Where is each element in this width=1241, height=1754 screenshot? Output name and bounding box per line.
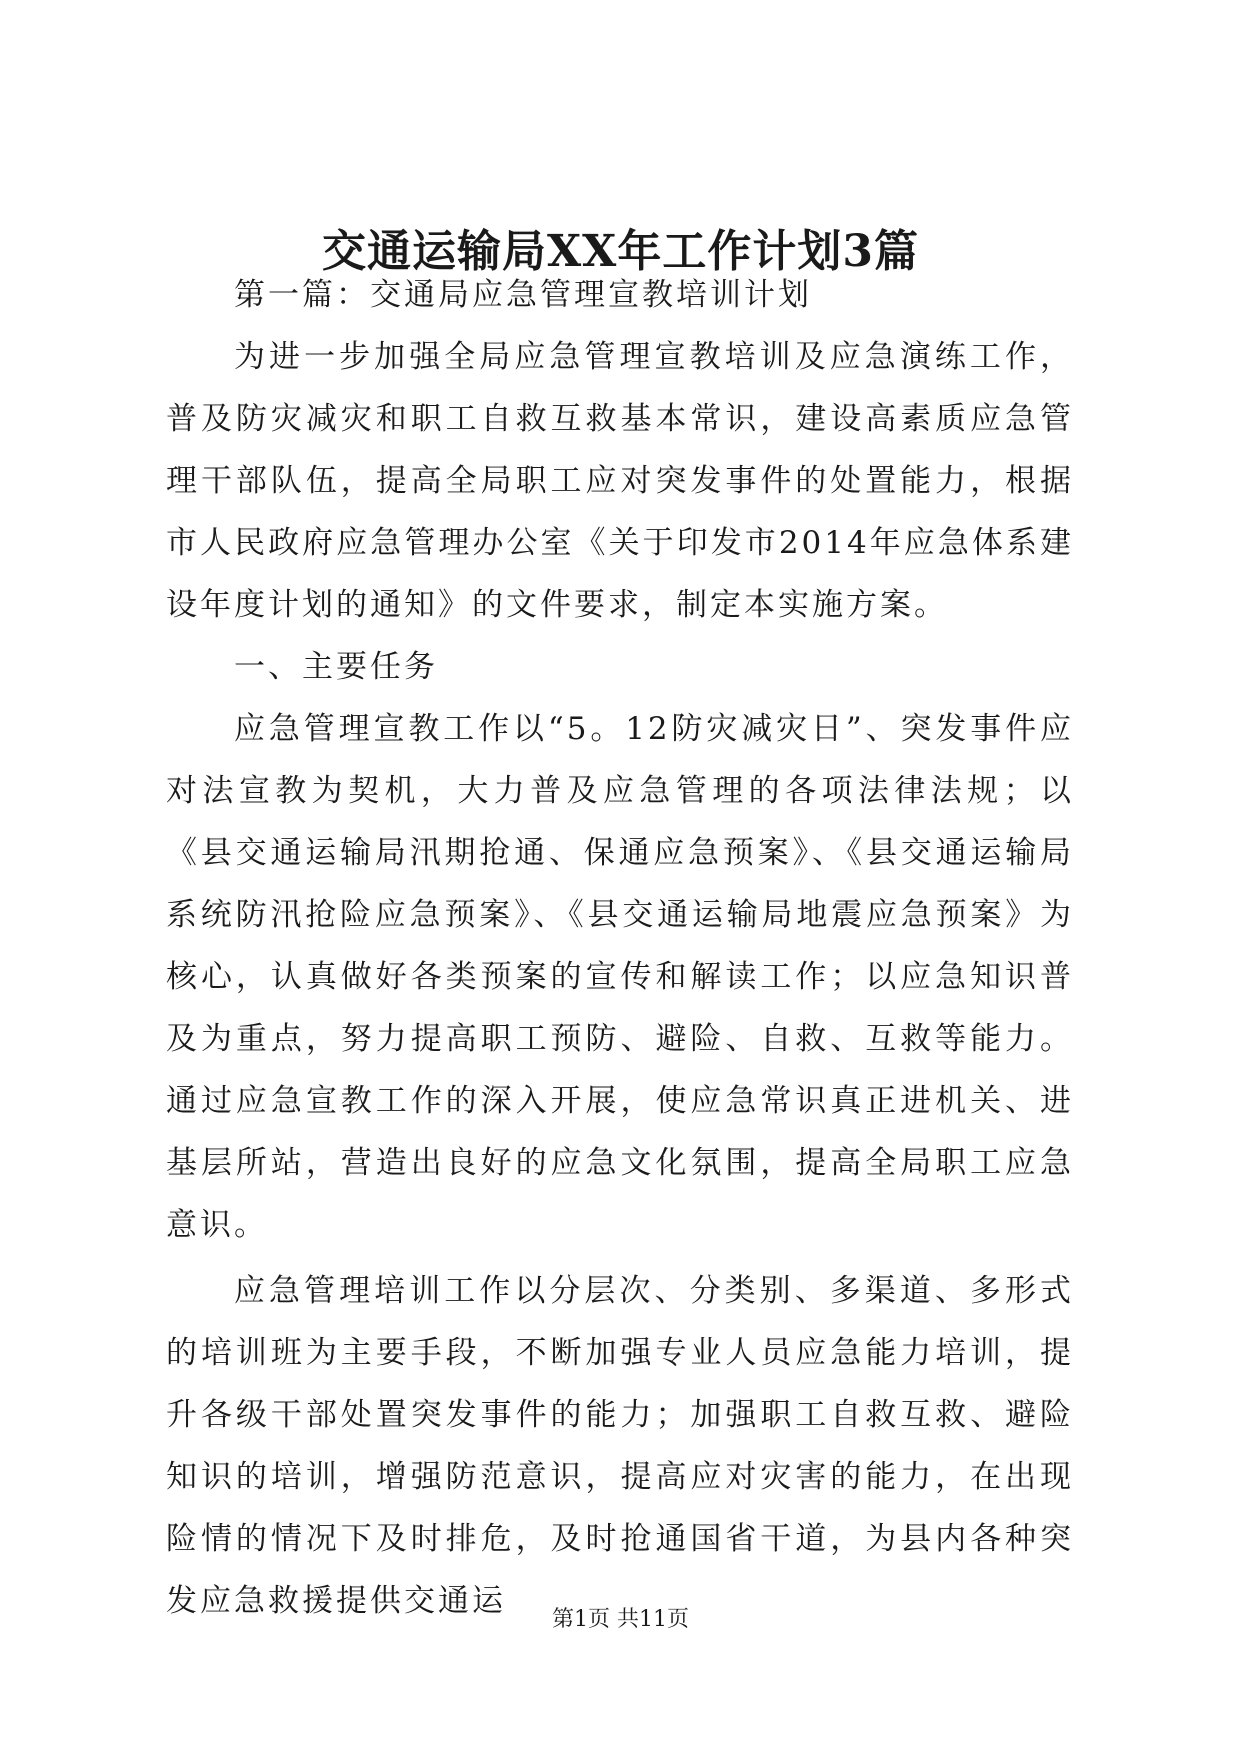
page-number-footer: 第1页 共11页 [552, 1607, 689, 1632]
body-paragraph: 应急管理培训工作以分层次、分类别、多渠道、多形式的培训班为主要手段，不断加强专业人员应急能力培训，提升各级干部处置突发事件的能力；加强职工自救互救、避险知识的培训，增强防范意识，提高应对灾害的能力，在出现险情的情况下及时排危，及时抢通国省干道，为县内各种突发应急救援提供交通运 [166, 1273, 1074, 1619]
body-paragraph: 为进一步加强全局应急管理宣教培训及应急演练工作，普及防灾减灾和职工自救互救基本常识，建设高素质应急管理干部队伍，提高全局职工应对突发事件的处置能力，根据市人民政府应急管理办公室《关于印发市2014年应急体系建设年度计划的通知》的文件要求，制定本实施方案。 [166, 339, 1074, 623]
subsection-heading: 一、主要任务 [234, 649, 438, 685]
document-title: 交通运输局XX年工作计划3篇 [322, 226, 919, 277]
body-paragraph: 应急管理宣教工作以“5。12防灾减灾日”、突发事件应对法宣教为契机，大力普及应急管理的各项法律法规；以《县交通运输局汛期抢通、保通应急预案》、《县交通运输局系统防汛抢险应急预案》、《县交通运输局地震应急预案》为核心，认真做好各类预案的宣传和解读工作；以应急知识普及为重点，努力提高职工预防、避险、自救、互救等能力。通过应急宣教工作的深入开展，使应急常识真正进机关、进基层所站，营造出良好的应急文化氛围，提高全局职工应急意识。 [166, 711, 1074, 1243]
document-body [166, 264, 1074, 1632]
section-heading: 第一篇：交通局应急管理宣教培训计划 [234, 277, 812, 313]
